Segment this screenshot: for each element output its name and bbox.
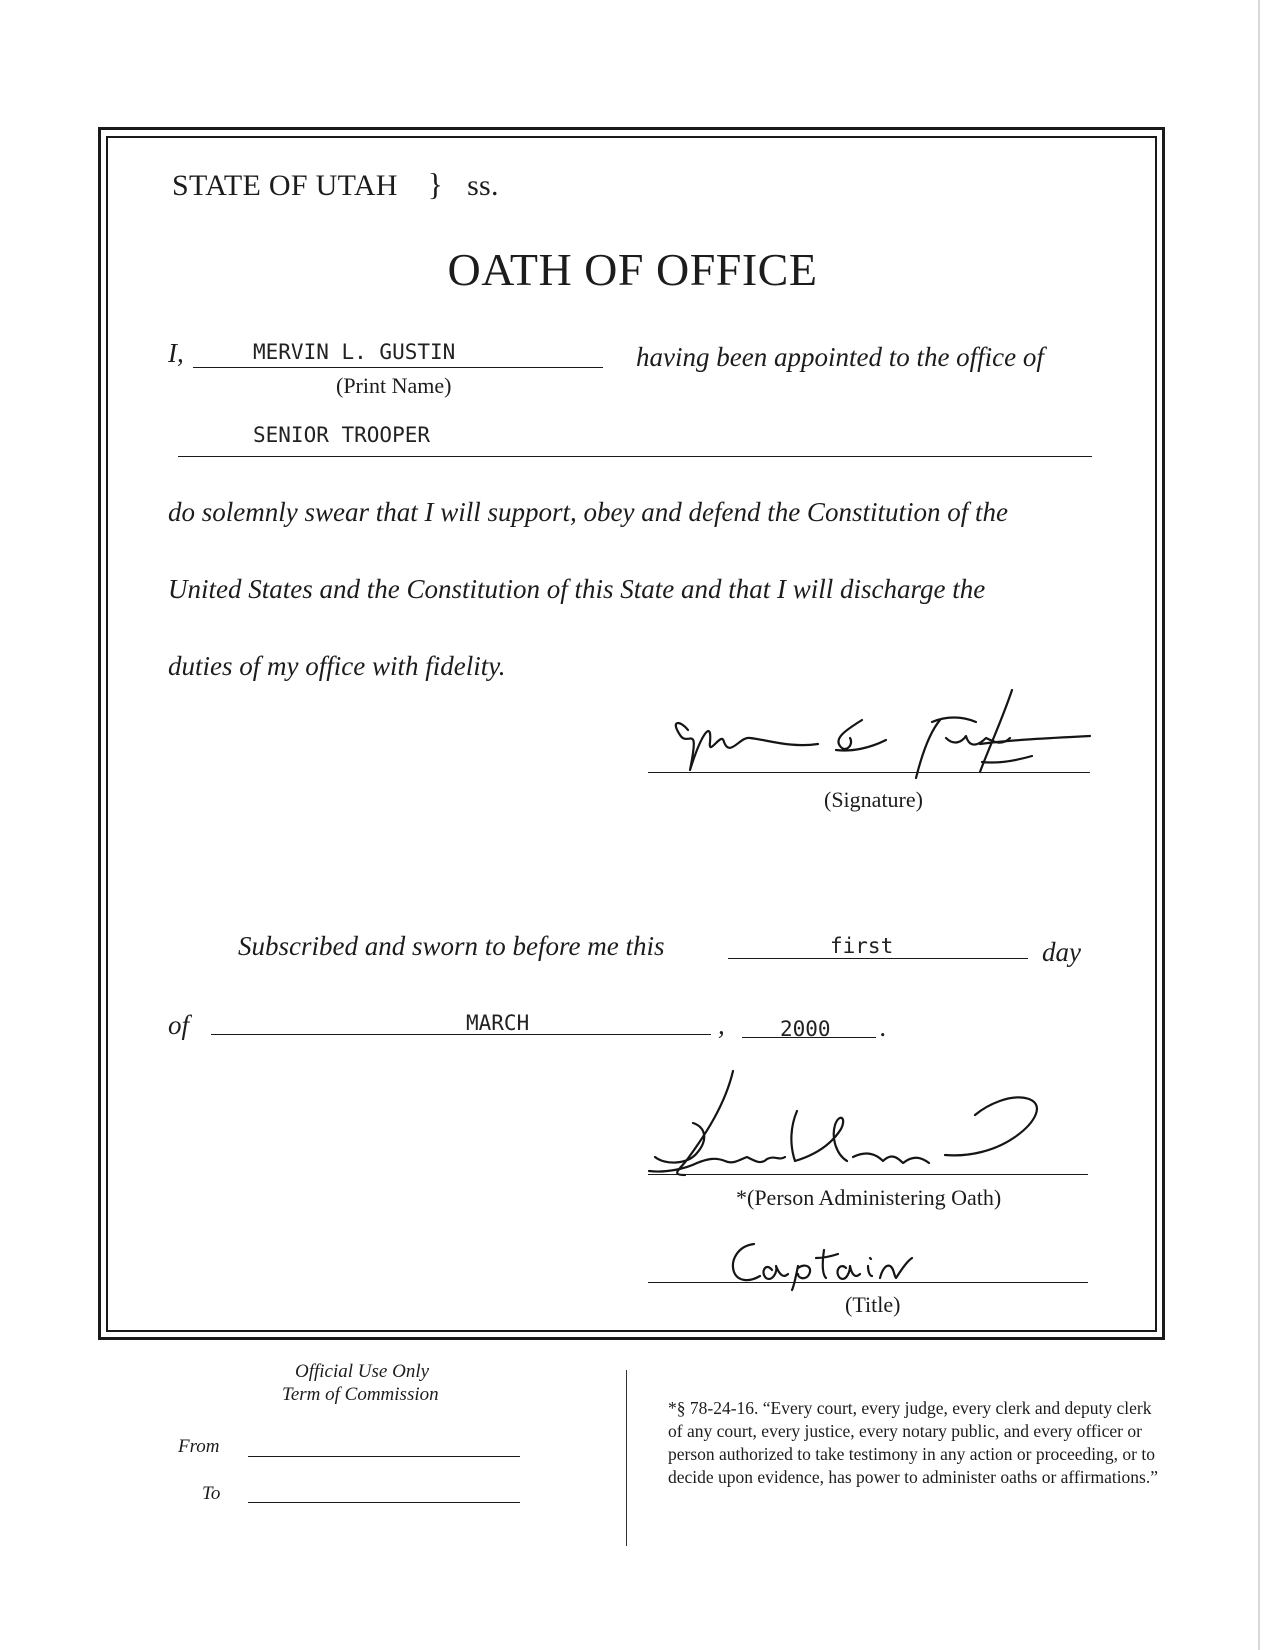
- subscribed-text: Subscribed and sworn to before me this: [238, 931, 665, 961]
- official-use-heading: Official Use Only: [295, 1361, 430, 1382]
- date-comma: ,: [718, 1010, 725, 1040]
- state-name: STATE OF UTAH: [172, 169, 398, 202]
- month-value: MARCH: [466, 1011, 530, 1035]
- document-title: OATH OF OFFICE: [447, 244, 818, 295]
- administrator-line: [648, 1174, 1088, 1175]
- term-of-commission-heading: Term of Commission: [282, 1384, 439, 1405]
- signature-caption: (Signature): [824, 787, 923, 812]
- year-value: 2000: [780, 1017, 831, 1041]
- statute-note: *§ 78-24-16. “Every court, every judge, every clerk and deputy clerk of any court, every justice, every notary public, and every officer or person authorized to take testimony in any action or proceeding, or to decide upon evidence, has power to administer oaths or affirmations.”: [668, 1398, 1159, 1487]
- administrator-caption: *(Person Administering Oath): [736, 1185, 1002, 1210]
- office-value: SENIOR TROOPER: [253, 423, 431, 447]
- from-label: From: [178, 1436, 220, 1457]
- title-line: [648, 1282, 1088, 1283]
- day-label: day: [1042, 937, 1081, 967]
- office-line: [178, 456, 1092, 457]
- brace-mark: }: [427, 166, 444, 202]
- to-line: [248, 1502, 520, 1503]
- print-name-line: [193, 367, 603, 368]
- oath-taker-signature: [640, 680, 1120, 790]
- title-caption: (Title): [845, 1292, 901, 1317]
- state-header: [172, 166, 499, 203]
- from-line: [248, 1456, 520, 1457]
- to-label: To: [202, 1483, 221, 1504]
- oath-line-2: United States and the Constitution of this State and that I will discharge the: [168, 574, 986, 604]
- day-line: [728, 958, 1028, 959]
- of-label: of: [168, 1010, 190, 1040]
- footer-divider: [626, 1370, 627, 1546]
- print-name-caption: (Print Name): [336, 373, 452, 398]
- print-name-value: MERVIN L. GUSTIN: [253, 340, 456, 364]
- date-period: .: [880, 1012, 887, 1042]
- title-handwriting: [720, 1232, 940, 1292]
- i-prefix: I,: [168, 338, 184, 368]
- ss-mark: ss.: [467, 169, 499, 202]
- month-line: [211, 1034, 711, 1035]
- day-value: first: [830, 934, 894, 958]
- appointed-text: having been appointed to the office of: [636, 342, 1044, 372]
- signature-line: [648, 772, 1090, 773]
- administrator-signature: [625, 1065, 1105, 1195]
- oath-line-1: do solemnly swear that I will support, obey and defend the Constitution of the: [168, 497, 1008, 527]
- oath-line-3: duties of my office with fidelity.: [168, 651, 506, 681]
